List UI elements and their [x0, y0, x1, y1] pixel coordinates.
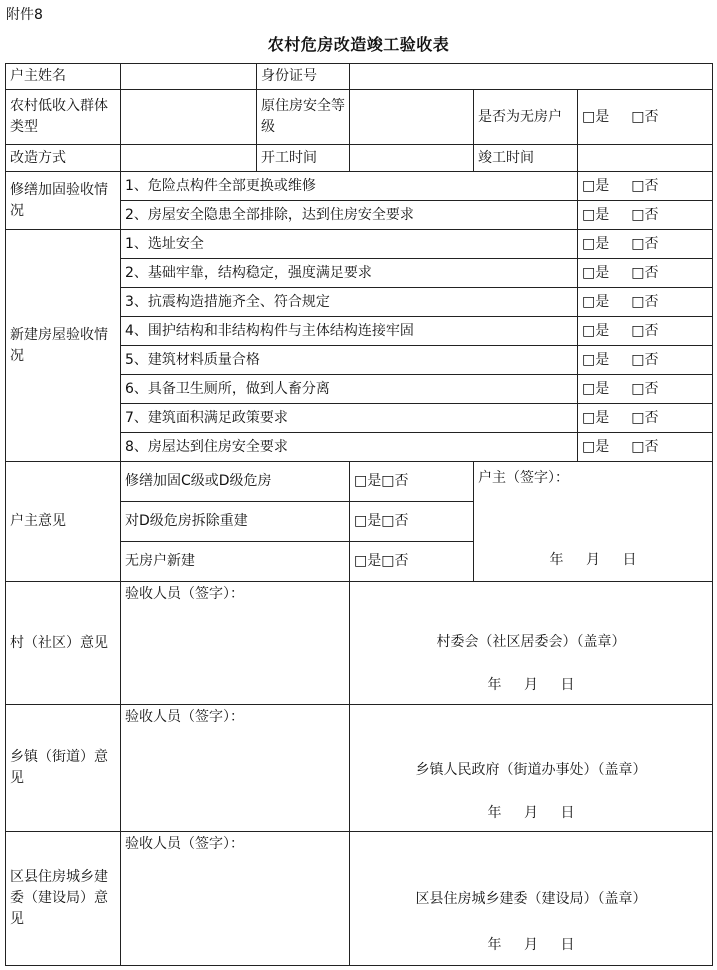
- yes-checkbox[interactable]: □是: [354, 513, 382, 529]
- newbuild-item-options[interactable]: [578, 317, 713, 346]
- yes-checkbox[interactable]: □是: [354, 553, 382, 569]
- township-opinion-label: 乡镇（街道）意见: [6, 705, 121, 832]
- yes-checkbox[interactable]: □是: [582, 438, 610, 455]
- yes-checkbox[interactable]: □是: [582, 177, 610, 194]
- village-inspector-label: 验收人员（签字）：: [125, 586, 244, 602]
- newbuild-item: 3、抗震构造措施齐全、符合规定: [121, 288, 578, 317]
- yes-checkbox[interactable]: □是: [582, 293, 610, 310]
- id-number-label: 身份证号: [257, 64, 350, 90]
- completion-time-label: 竣工时间: [474, 145, 578, 172]
- no-checkbox[interactable]: □否: [631, 264, 659, 281]
- yes-checkbox[interactable]: □是: [354, 473, 382, 489]
- newbuild-item-options[interactable]: [578, 288, 713, 317]
- newbuild-item: 6、具备卫生厕所，做到人畜分离: [121, 375, 578, 404]
- yes-checkbox[interactable]: □是: [582, 108, 610, 125]
- attachment-label: 附件8: [6, 7, 43, 23]
- repair-item-options[interactable]: [578, 201, 713, 230]
- original-safety-level-label: 原住房安全等级: [257, 90, 350, 145]
- newbuild-item: 8、房屋达到住房安全要求: [121, 433, 578, 462]
- county-seal-label: 区县住房城乡建委（建设局）（盖章）: [415, 891, 647, 907]
- renovation-method-label: 改造方式: [6, 145, 121, 172]
- owner-signature-area[interactable]: [474, 462, 713, 582]
- township-seal-area[interactable]: [350, 705, 713, 832]
- owner-opinion-item: 无房户新建: [121, 542, 350, 582]
- is-homeless-options[interactable]: [578, 90, 713, 145]
- county-date: 年 月 日: [487, 937, 575, 953]
- no-checkbox[interactable]: □否: [631, 235, 659, 252]
- owner-opinion-item: 对D级危房拆除重建: [121, 502, 350, 542]
- county-seal-area[interactable]: [350, 832, 713, 966]
- owner-name-label: 户主姓名: [6, 64, 121, 90]
- no-checkbox[interactable]: □否: [631, 108, 659, 125]
- newbuild-item-options[interactable]: [578, 259, 713, 288]
- newbuild-item: 1、选址安全: [121, 230, 578, 259]
- newbuild-item: 4、围护结构和非结构构件与主体结构连接牢固: [121, 317, 578, 346]
- newbuild-item-options[interactable]: [578, 375, 713, 404]
- village-date: 年 月 日: [487, 677, 575, 693]
- id-number-field[interactable]: [350, 64, 713, 90]
- yes-checkbox[interactable]: □是: [582, 264, 610, 281]
- township-inspector-label: 验收人员（签字）：: [125, 709, 244, 725]
- yes-checkbox[interactable]: □是: [582, 409, 610, 426]
- repair-item: 1、危险点构件全部更换或维修: [121, 172, 578, 201]
- no-checkbox[interactable]: □否: [631, 409, 659, 426]
- owner-opinion-options[interactable]: [350, 502, 474, 542]
- owner-signature-label: 户主（签字）：: [478, 470, 569, 486]
- newbuild-item: 7、建筑面积满足政策要求: [121, 404, 578, 433]
- yes-checkbox[interactable]: □是: [582, 235, 610, 252]
- form-title: 农村危房改造竣工验收表: [267, 35, 450, 54]
- newbuild-item: 2、基础牢靠，结构稳定，强度满足要求: [121, 259, 578, 288]
- no-checkbox[interactable]: □否: [631, 293, 659, 310]
- owner-signature-date: 年 月 日: [549, 552, 637, 568]
- no-checkbox[interactable]: □否: [631, 351, 659, 368]
- original-safety-level-field[interactable]: [350, 90, 474, 145]
- village-seal-label: 村委会（社区居委会）（盖章）: [436, 634, 626, 650]
- repair-item-options[interactable]: [578, 172, 713, 201]
- low-income-type-field[interactable]: [121, 90, 257, 145]
- newbuild-item-options[interactable]: [578, 433, 713, 462]
- no-checkbox[interactable]: □否: [381, 513, 409, 529]
- village-opinion-label: 村（社区）意见: [6, 582, 121, 705]
- newbuild-item-options[interactable]: [578, 346, 713, 375]
- village-inspector-area[interactable]: [121, 582, 350, 705]
- village-seal-area[interactable]: [350, 582, 713, 705]
- renovation-method-field[interactable]: [121, 145, 257, 172]
- newbuild-item: 5、建筑材料质量合格: [121, 346, 578, 375]
- owner-opinion-item: 修缮加固C级或D级危房: [121, 462, 350, 502]
- no-checkbox[interactable]: □否: [631, 177, 659, 194]
- owner-opinion-options[interactable]: [350, 462, 474, 502]
- low-income-type-label: 农村低收入群体类型: [6, 90, 121, 145]
- repair-acceptance-label: 修缮加固验收情况: [6, 172, 121, 230]
- no-checkbox[interactable]: □否: [381, 473, 409, 489]
- start-time-label: 开工时间: [257, 145, 350, 172]
- county-inspector-area[interactable]: [121, 832, 350, 966]
- township-seal-label: 乡镇人民政府（街道办事处）（盖章）: [415, 762, 647, 778]
- township-inspector-area[interactable]: [121, 705, 350, 832]
- yes-checkbox[interactable]: □是: [582, 322, 610, 339]
- county-opinion-label: 区县住房城乡建委（建设局）意见: [6, 832, 121, 966]
- no-checkbox[interactable]: □否: [631, 206, 659, 223]
- no-checkbox[interactable]: □否: [381, 553, 409, 569]
- is-homeless-label: 是否为无房户: [474, 90, 578, 145]
- newbuild-item-options[interactable]: [578, 230, 713, 259]
- owner-name-field[interactable]: [121, 64, 257, 90]
- owner-opinion-options[interactable]: [350, 542, 474, 582]
- no-checkbox[interactable]: □否: [631, 322, 659, 339]
- repair-item: 2、房屋安全隐患全部排除，达到住房安全要求: [121, 201, 578, 230]
- owner-opinion-label: 户主意见: [6, 462, 121, 582]
- yes-checkbox[interactable]: □是: [582, 351, 610, 368]
- completion-time-field[interactable]: [578, 145, 713, 172]
- yes-checkbox[interactable]: □是: [582, 380, 610, 397]
- no-checkbox[interactable]: □否: [631, 380, 659, 397]
- acceptance-form-table: [5, 63, 713, 966]
- county-inspector-label: 验收人员（签字）：: [125, 836, 244, 852]
- no-checkbox[interactable]: □否: [631, 438, 659, 455]
- township-date: 年 月 日: [487, 805, 575, 821]
- start-time-field[interactable]: [350, 145, 474, 172]
- newbuild-acceptance-label: 新建房屋验收情况: [6, 230, 121, 462]
- yes-checkbox[interactable]: □是: [582, 206, 610, 223]
- newbuild-item-options[interactable]: [578, 404, 713, 433]
